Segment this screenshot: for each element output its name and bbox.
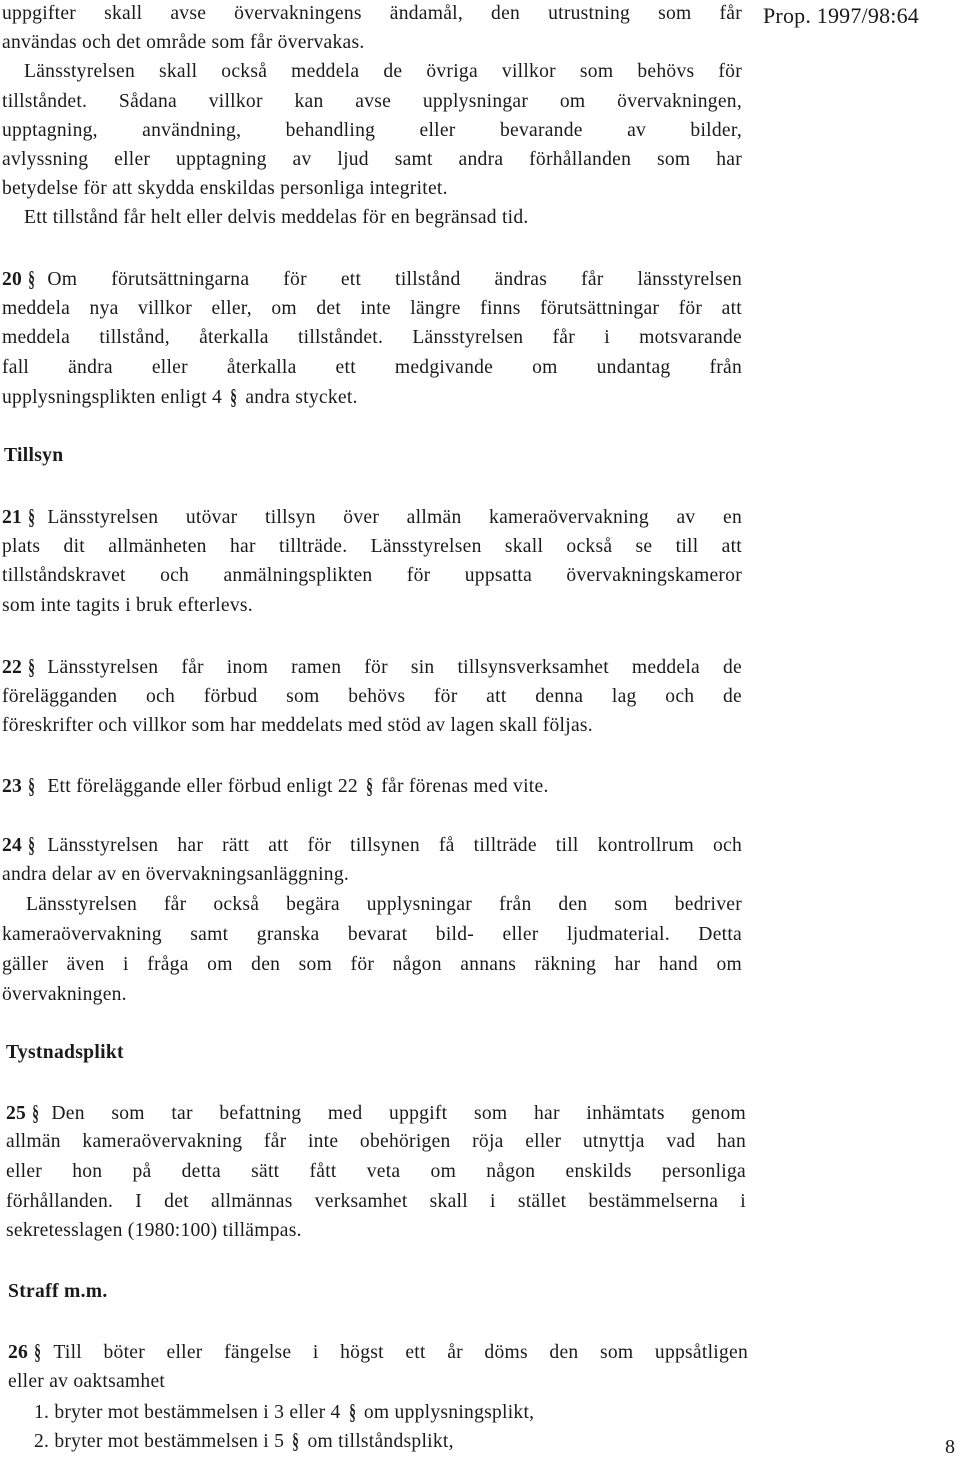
text-line: eller av oaktsamhet bbox=[8, 1371, 166, 1392]
list-item-text: om tillståndsplikt, bbox=[307, 1431, 454, 1452]
section-symbol: § bbox=[230, 384, 238, 409]
section-symbol: § bbox=[28, 773, 36, 798]
section-symbol: § bbox=[34, 1339, 42, 1364]
text-line: meddela nya villkor eller, om det inte längre finns förutsättningar för att bbox=[2, 298, 742, 319]
section-20-first-line bbox=[2, 264, 742, 294]
text-line: övervakningen. bbox=[2, 984, 127, 1005]
heading-straff: Straff m.m. bbox=[8, 1281, 108, 1302]
section-text: upplysningsplikten enligt 4 bbox=[2, 387, 223, 408]
section-text: Länsstyrelsen utövar tillsyn över allmän kameraövervakning av en bbox=[47, 507, 742, 528]
list-item-text: 1. bryter mot bestämmelsen i 3 eller 4 bbox=[34, 1402, 341, 1423]
section-text: Till böter eller fängelse i högst ett år döms den som uppsåtligen bbox=[53, 1342, 748, 1363]
section-number: 23 bbox=[2, 776, 23, 797]
section-23-line bbox=[2, 771, 742, 801]
section-number: 26 bbox=[8, 1342, 29, 1363]
section-number: 22 bbox=[2, 657, 23, 678]
text-line: kameraövervakning samt granska bevarat bild- eller ljudmaterial. Detta bbox=[2, 924, 742, 945]
section-text: andra stycket. bbox=[245, 387, 358, 408]
section-symbol: § bbox=[348, 1399, 356, 1424]
list-item-text: 2. bryter mot bestämmelsen i 5 bbox=[34, 1431, 285, 1452]
list-item bbox=[2, 1426, 742, 1456]
text-line: uppgifter skall avse övervakningens ändamål, den utrustning som får bbox=[2, 3, 742, 24]
section-20-last-line bbox=[2, 382, 742, 412]
heading-tystnadsplikt: Tystnadsplikt bbox=[6, 1042, 124, 1063]
section-text: Länsstyrelsen får inom ramen för sin tillsynsverksamhet meddela de bbox=[47, 657, 742, 678]
text-line: eller hon på detta sätt fått veta om någon enskilds personliga bbox=[6, 1161, 746, 1182]
section-symbol: § bbox=[28, 832, 36, 857]
section-text: Om förutsättningarna för ett tillstånd ändras får länsstyrelsen bbox=[47, 269, 742, 290]
list-item-text: om upplysningsplikt, bbox=[363, 1402, 535, 1423]
text-line: betydelse för att skydda enskildas personliga integritet. bbox=[2, 178, 448, 199]
section-25-first-line bbox=[6, 1098, 746, 1128]
proposition-reference: Prop. 1997/98:64 bbox=[763, 3, 919, 28]
list-item bbox=[2, 1397, 742, 1427]
text-line: föreskrifter och villkor som har meddelats med stöd av lagen skall följas. bbox=[2, 715, 593, 736]
text-line: användas och det område som får övervakas. bbox=[2, 32, 365, 53]
text-line: som inte tagits i bruk efterlevs. bbox=[2, 595, 253, 616]
section-number: 25 bbox=[6, 1103, 27, 1124]
section-text: Den som tar befattning med uppgift som har inhämtats genom bbox=[51, 1103, 746, 1124]
text-line: andra delar av en övervakningsanläggning. bbox=[2, 864, 350, 885]
section-number: 24 bbox=[2, 835, 23, 856]
text-line: allmän kameraövervakning får inte obehörigen röja eller utnyttja vad han bbox=[6, 1131, 746, 1152]
section-number: 21 bbox=[2, 507, 23, 528]
section-symbol: § bbox=[28, 266, 36, 291]
section-symbol: § bbox=[32, 1100, 40, 1125]
section-symbol: § bbox=[28, 504, 36, 529]
text-line: sekretesslagen (1980:100) tillämpas. bbox=[6, 1220, 302, 1241]
section-21-first-line bbox=[2, 502, 742, 532]
text-line: tillståndskravet och anmälningsplikten för uppsatta övervakningskameror bbox=[2, 565, 742, 586]
text-line: förhållanden. I det allmännas verksamhet skall i stället bestämmelserna i bbox=[6, 1191, 746, 1212]
text-line: Ett tillstånd får helt eller delvis meddelas för en begränsad tid. bbox=[24, 207, 529, 228]
text-line: upptagning, användning, behandling eller bevarande av bilder, bbox=[2, 120, 742, 141]
section-text: får förenas med vite. bbox=[381, 776, 549, 797]
text-line: förelägganden och förbud som behövs för att denna lag och de bbox=[2, 686, 742, 707]
section-text: Länsstyrelsen har rätt att för tillsynen få tillträde till kontrollrum och bbox=[47, 835, 742, 856]
section-symbol: § bbox=[292, 1428, 300, 1453]
section-text: Ett föreläggande eller förbud enligt 22 bbox=[47, 776, 358, 797]
text-line: avlyssning eller upptagning av ljud samt andra förhållanden som har bbox=[2, 149, 742, 170]
text-line: Länsstyrelsen får också begära upplysningar från den som bedriver bbox=[26, 894, 742, 915]
heading-tillsyn: Tillsyn bbox=[4, 445, 64, 466]
text-line: fall ändra eller återkalla ett medgivande om undantag från bbox=[2, 357, 742, 378]
text-line: gäller även i fråga om den som för någon annans räkning har hand om bbox=[2, 954, 742, 975]
section-26-first-line bbox=[8, 1337, 748, 1367]
text-line: meddela tillstånd, återkalla tillståndet. Länsstyrelsen får i motsvarande bbox=[2, 327, 742, 348]
section-symbol: § bbox=[28, 654, 36, 679]
section-22-first-line bbox=[2, 652, 742, 682]
section-symbol: § bbox=[366, 773, 373, 798]
section-24-first-line bbox=[2, 830, 742, 860]
page-number: 8 bbox=[945, 1436, 955, 1458]
text-line: plats dit allmänheten har tillträde. Länsstyrelsen skall också se till att bbox=[2, 536, 742, 557]
section-number: 20 bbox=[2, 269, 23, 290]
text-line: Länsstyrelsen skall också meddela de övriga villkor som behövs för bbox=[24, 61, 742, 82]
text-line: tillståndet. Sådana villkor kan avse upplysningar om övervakningen, bbox=[2, 91, 742, 112]
